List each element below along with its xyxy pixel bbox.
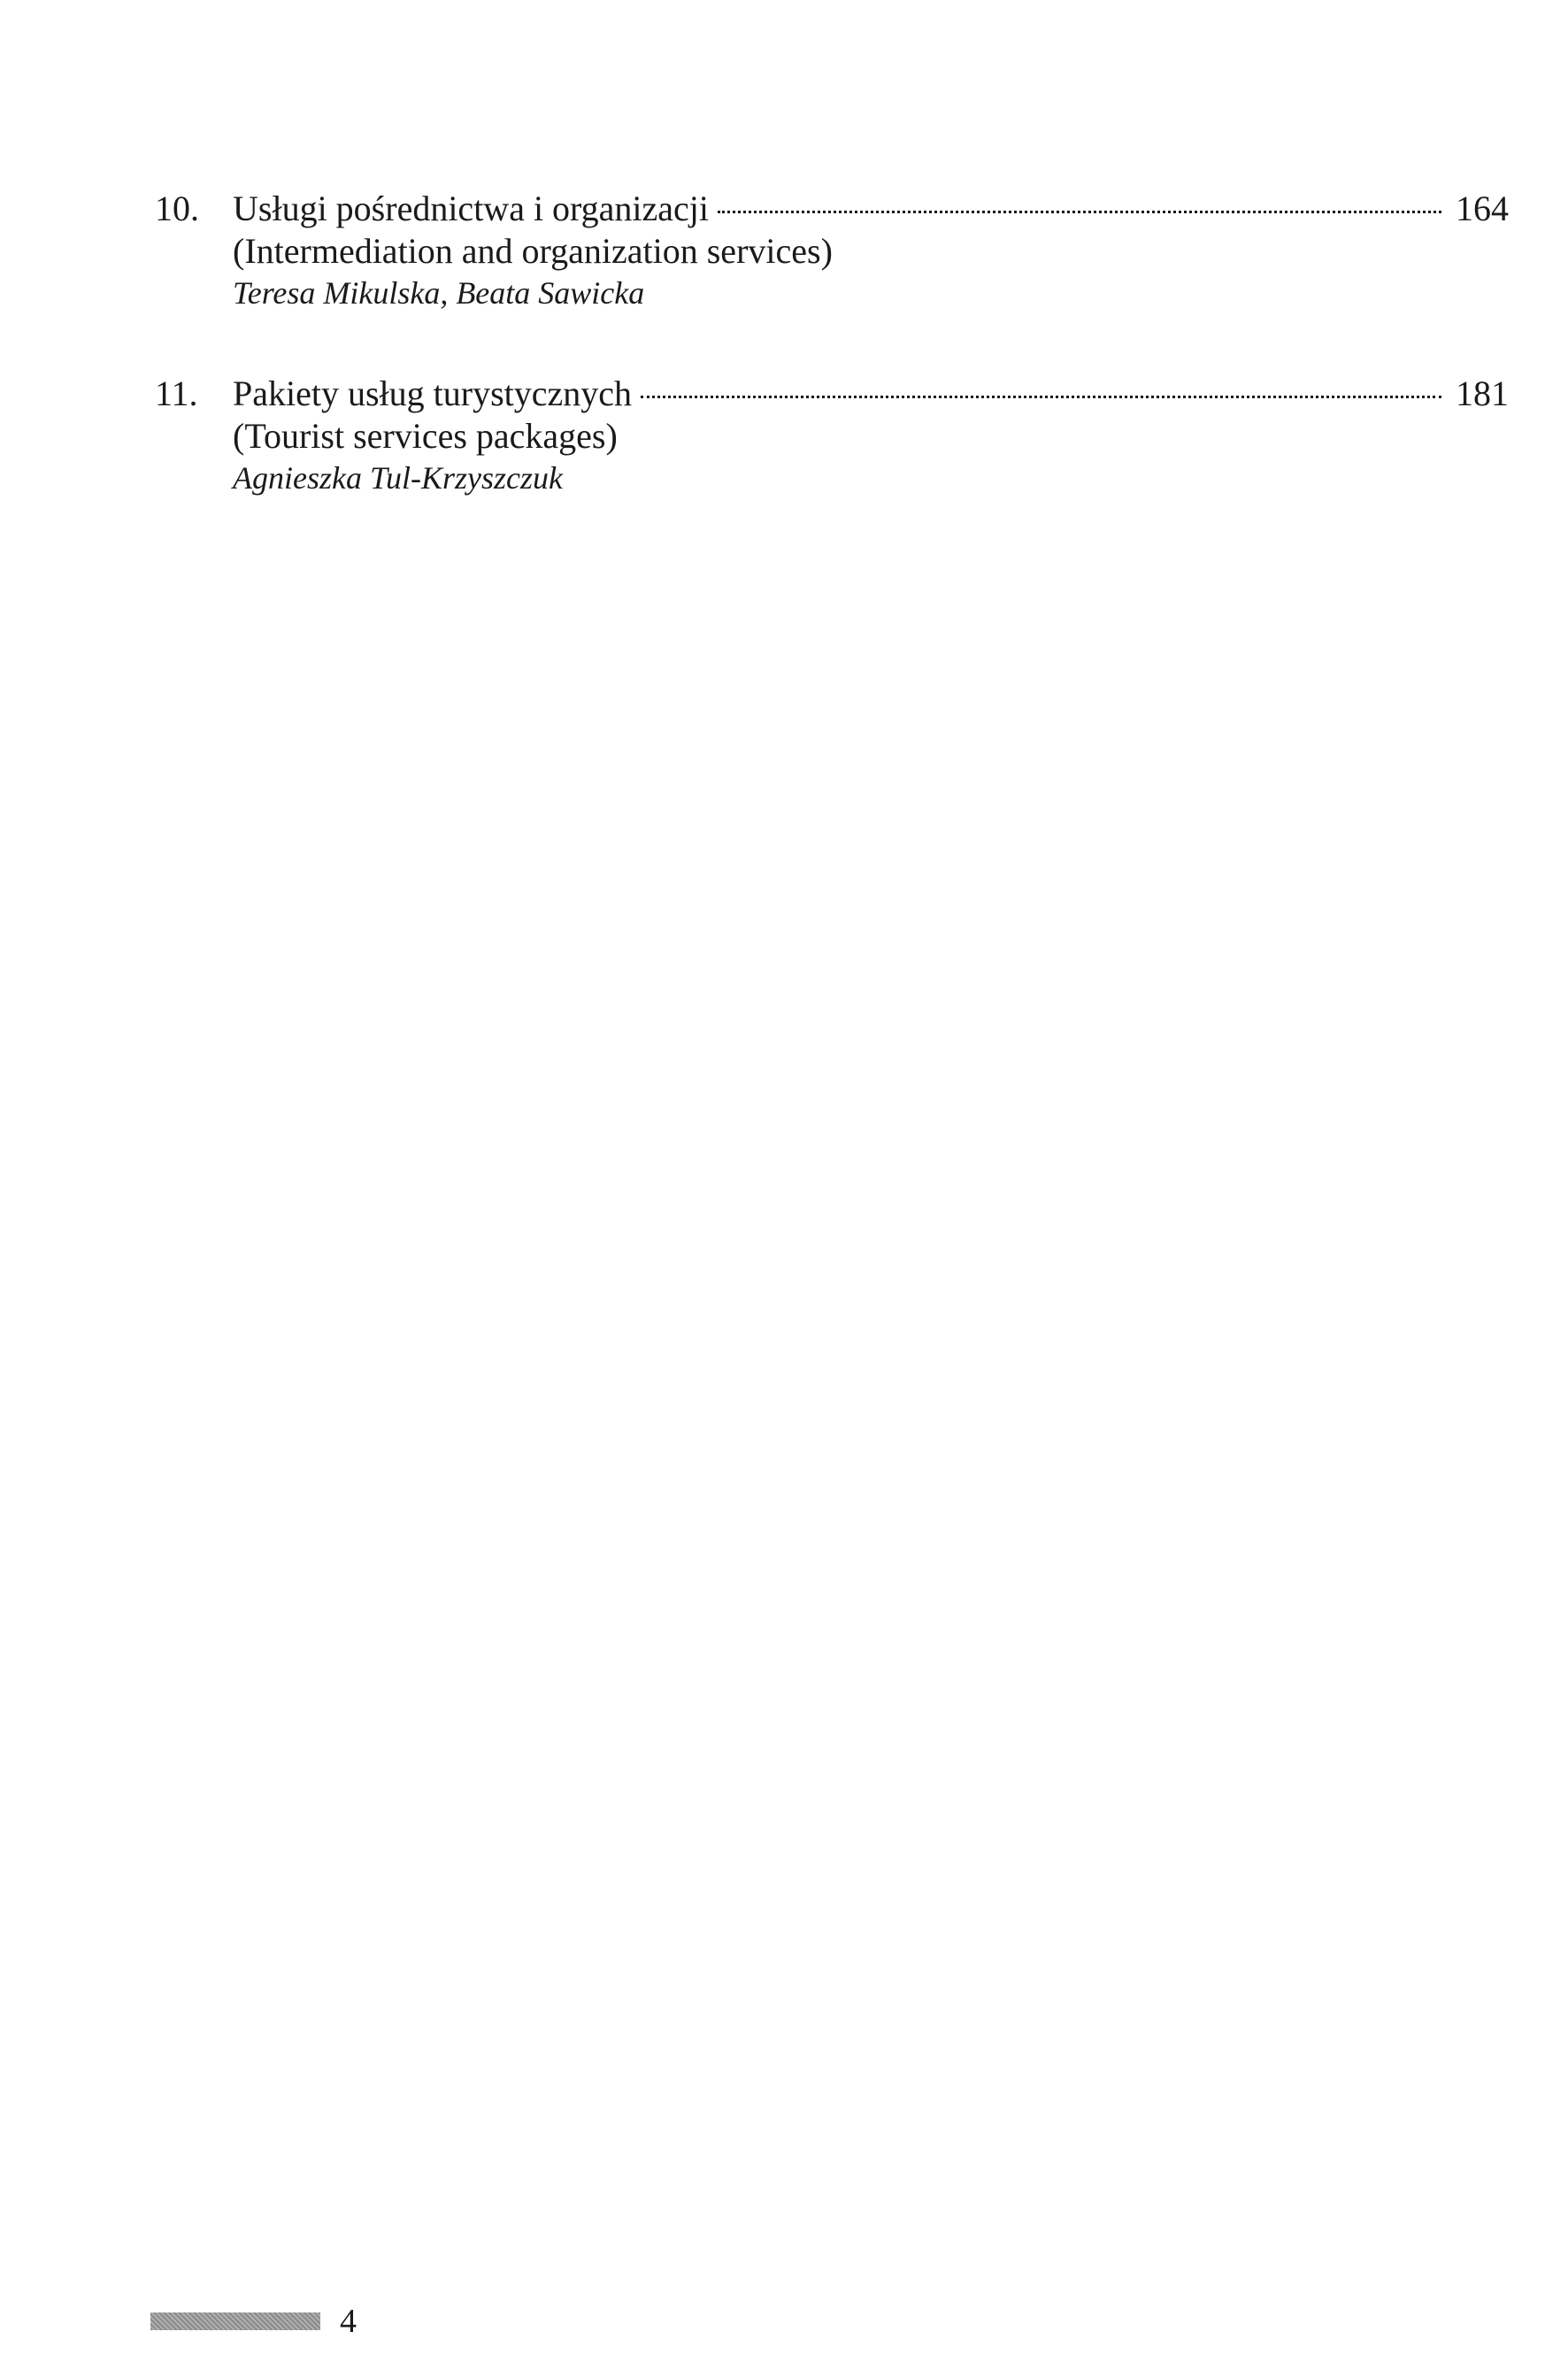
toc-entry-line [155,373,1509,415]
entry-page-number[interactable]: 164 [1456,189,1509,228]
table-of-contents [155,188,1509,558]
toc-entry-10[interactable] [155,188,1509,314]
entry-authors: Teresa Mikulska, Beata Sawicka [233,275,645,311]
dot-leader [718,211,1441,213]
entry-subtitle: (Tourist services packages) [233,415,618,456]
toc-entry-11[interactable] [155,373,1509,499]
dot-leader [641,396,1441,398]
entry-title[interactable]: Usługi pośrednictwa i organizacji [233,189,710,228]
entry-title[interactable]: Pakiety usług turystycznych [233,373,633,413]
entry-subtitle: (Intermediation and organization services) [233,231,833,271]
toc-entry-line [155,188,1509,230]
entry-number: 10. [155,189,199,228]
footer-decorative-bar [150,2312,320,2330]
page-footer [150,2305,357,2338]
footer-page-number: 4 [340,2303,357,2340]
entry-page-number[interactable]: 181 [1456,373,1509,413]
entry-number: 11. [155,373,198,413]
entry-authors: Agnieszka Tul-Krzyszczuk [233,459,563,496]
